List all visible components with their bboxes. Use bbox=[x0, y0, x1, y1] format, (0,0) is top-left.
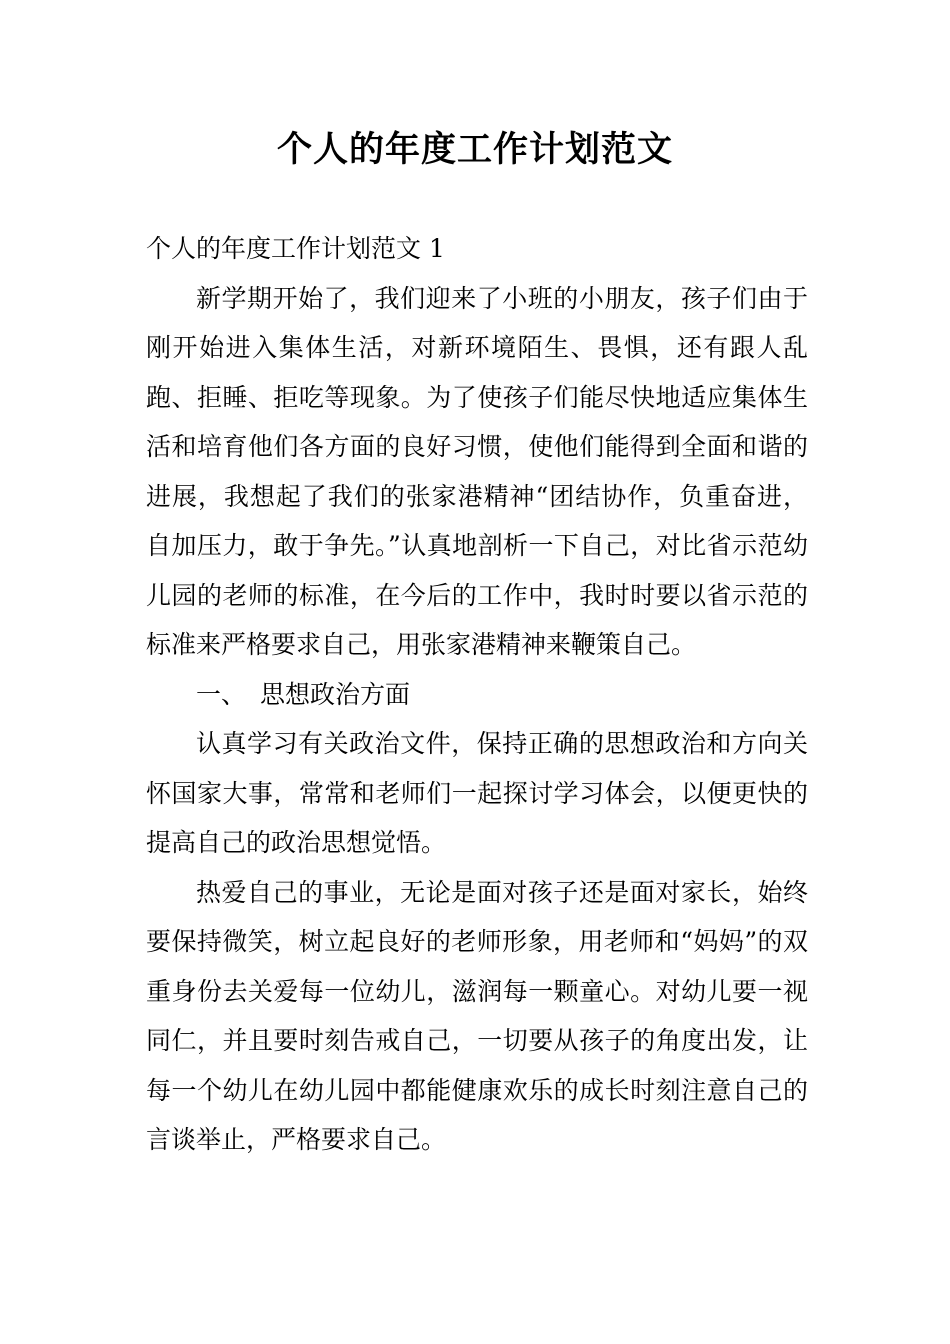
document-title: 个人的年度工作计划范文 bbox=[276, 129, 673, 170]
section-heading bbox=[146, 670, 808, 720]
section-paragraph-1: 认真学习有关政治文件，保持正确的思想政治和方向关怀国家大事，常常和老师们一起探讨学习体会，以便更快的提高自己的政治思想觉悟。 bbox=[146, 729, 808, 857]
document-subtitle: 个人的年度工作计划范文 1 bbox=[146, 234, 445, 263]
section-number: 一、 bbox=[196, 679, 247, 709]
document-body bbox=[146, 224, 808, 1165]
section-heading-text: 思想政治方面 bbox=[260, 679, 411, 709]
section-paragraph-2: 热爱自己的事业，无论是面对孩子还是面对家长，始终要保持微笑，树立起良好的老师形象，用老师和“妈妈”的双重身份去关爱每一位幼儿，滋润每一颗童心。对幼儿要一视同仁，并且要时刻告戒自己，一切要从孩子的角度出发，让每一个幼儿在幼儿园中都能健康欢乐的成长时刻注意自己的言谈举止，严格要求自己。 bbox=[146, 877, 808, 1154]
intro-paragraph: 新学期开始了，我们迎来了小班的小朋友，孩子们由于刚开始进入集体生活，对新环境陌生、畏惧，还有跟人乱跑、拒睡、拒吃等现象。为了使孩子们能尽快地适应集体生活和培育他们各方面的良好习惯，使他们能得到全面和谐的进展，我想起了我们的张家港精神“团结协作，负重奋进，自加压力，敢于争先。”认真地剖析一下自己，对比省示范幼儿园的老师的标准，在今后的工作中，我时时要以省示范的标准来严格要求自己，用张家港精神来鞭策自己。 bbox=[146, 283, 808, 659]
